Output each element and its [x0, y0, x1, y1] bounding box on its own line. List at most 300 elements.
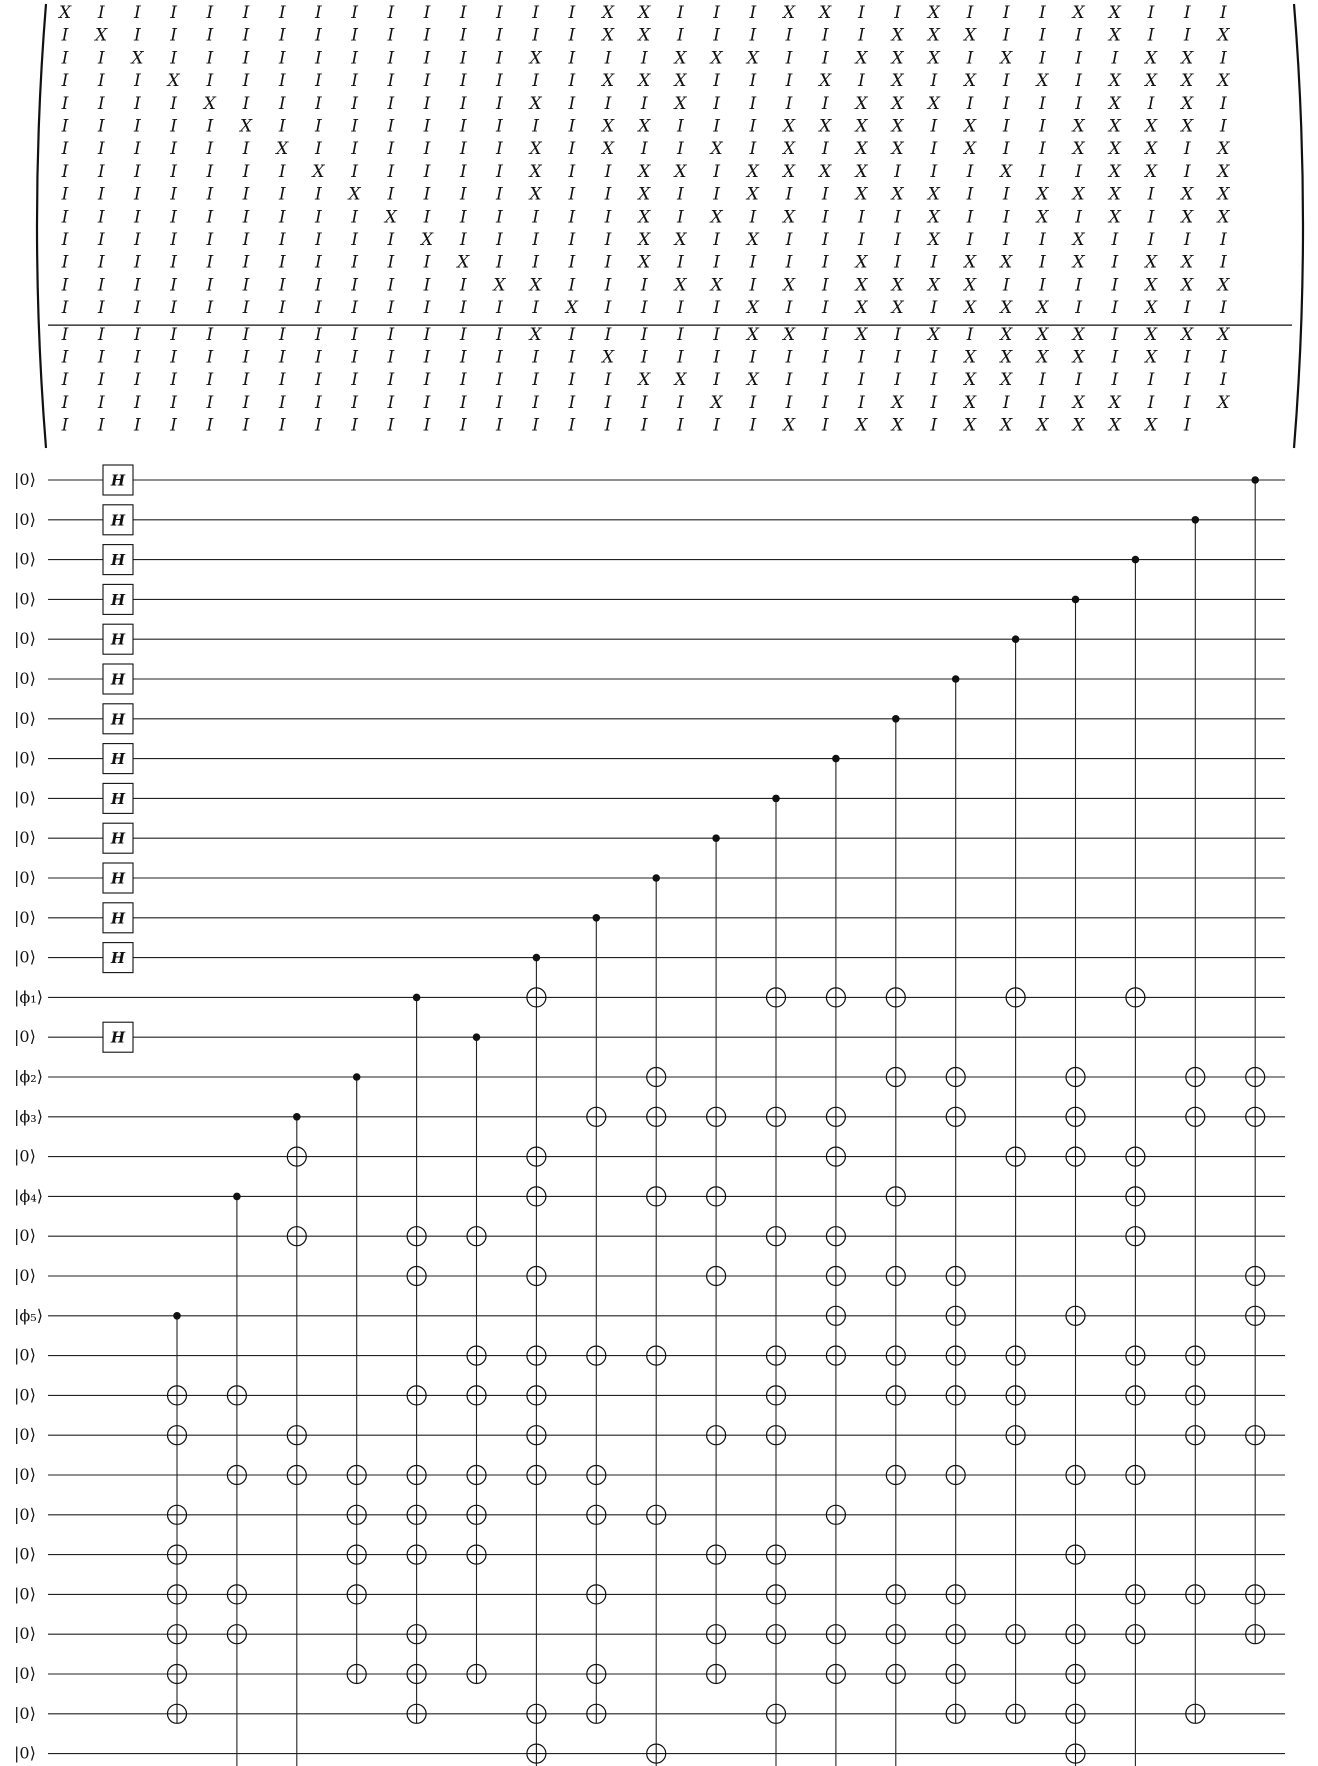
wire-label: |0⟩ [14, 1544, 36, 1564]
matrix-entry: I [785, 370, 793, 391]
hadamard-label: H [110, 551, 126, 570]
matrix-entry: I [242, 370, 250, 391]
matrix-entry: I [1183, 392, 1191, 413]
matrix-entry: I [568, 3, 576, 23]
matrix-entry: I [640, 298, 648, 319]
matrix-entry: I [387, 25, 395, 46]
matrix-entry: X [855, 139, 868, 160]
matrix-entry: I [387, 139, 395, 160]
matrix-entry: I [604, 48, 612, 69]
matrix-entry: X [1217, 324, 1230, 345]
matrix-entry: I [930, 347, 938, 368]
matrix-entry: I [242, 139, 250, 160]
matrix-entry: I [894, 252, 901, 273]
matrix-entry: I [134, 415, 141, 436]
wire-label: |0⟩ [14, 1027, 36, 1047]
matrix-entry: I [170, 116, 177, 137]
matrix-entry: X [1181, 71, 1194, 92]
matrix-entry: I [1039, 230, 1046, 250]
matrix-entry: I [61, 392, 69, 413]
matrix-entry: X [1144, 71, 1158, 92]
matrix-entry: I [351, 139, 358, 160]
matrix-entry: X [1000, 415, 1013, 436]
matrix-entry: I [604, 370, 612, 391]
matrix-entry: I [61, 25, 69, 46]
matrix-entry: I [496, 347, 503, 368]
matrix-entry: I [604, 207, 612, 228]
matrix-entry: I [966, 184, 974, 205]
control-dot [593, 914, 601, 922]
matrix-entry: I [785, 184, 793, 205]
matrix-entry: I [677, 347, 684, 368]
matrix-entry: I [713, 298, 720, 319]
matrix-entry: X [601, 347, 615, 368]
matrix-entry: I [532, 298, 539, 319]
matrix-entry: I [97, 71, 105, 92]
matrix-entry: I [170, 298, 177, 319]
matrix-entry: X [1072, 252, 1085, 273]
matrix-entry: X [1217, 139, 1230, 160]
matrix-entry: X [276, 139, 289, 160]
matrix-entry: I [351, 25, 358, 46]
matrix-entry: X [710, 207, 723, 228]
matrix-entry: I [713, 25, 720, 46]
matrix-entry: X [1108, 116, 1121, 137]
control-dot [233, 1193, 241, 1201]
matrix-entry: I [206, 230, 214, 250]
matrix-entry: I [170, 3, 177, 23]
matrix-entry: I [242, 415, 250, 436]
matrix-entry: I [1147, 392, 1155, 413]
hadamard-label: H [110, 710, 126, 729]
matrix-entry: I [278, 298, 286, 319]
matrix-entry: X [891, 48, 904, 69]
matrix-entry: I [604, 230, 612, 250]
wire-label: |0⟩ [14, 907, 36, 927]
matrix-entry: I [97, 252, 105, 273]
matrix-entry: X [927, 184, 940, 205]
matrix-entry: I [423, 415, 431, 436]
hadamard-label: H [110, 750, 126, 769]
matrix-entry: X [782, 207, 796, 228]
matrix-entry: I [387, 116, 395, 137]
matrix-entry: I [423, 392, 431, 413]
matrix-entry: X [203, 93, 216, 114]
matrix-entry: X [1217, 275, 1230, 296]
matrix-entry: X [855, 252, 868, 273]
matrix-entry: I [387, 298, 395, 319]
matrix-entry: X [674, 161, 687, 182]
matrix-entry: I [821, 93, 829, 114]
matrix-entry: X [891, 392, 904, 413]
matrix-entry: I [351, 370, 358, 391]
matrix-entry: X [891, 25, 904, 46]
matrix-entry: X [746, 230, 759, 250]
matrix-entry: I [677, 139, 684, 160]
matrix-entry: I [423, 370, 431, 391]
matrix-entry: I [1002, 25, 1010, 46]
matrix-entry: X [1108, 139, 1121, 160]
matrix-entry: X [1181, 116, 1194, 137]
matrix-entry: I [1147, 370, 1155, 391]
matrix-entry: X [746, 370, 759, 391]
matrix-entry: I [1075, 207, 1082, 228]
wire-label: |ϕ₁⟩ [14, 987, 43, 1007]
matrix-entry: X [638, 252, 651, 273]
matrix-entry: X [1108, 184, 1121, 205]
matrix-entry: I [315, 139, 322, 160]
matrix-entry: I [677, 415, 684, 436]
matrix-entry: I [97, 161, 105, 182]
matrix-entry: X [891, 139, 904, 160]
matrix-entry: I [1111, 324, 1119, 345]
matrix-entry: I [496, 161, 503, 182]
matrix-entry: I [97, 415, 105, 436]
matrix-entry: I [97, 298, 105, 319]
matrix-entry: X [1036, 415, 1049, 436]
matrix-entry: I [351, 48, 358, 69]
matrix-entry: X [1108, 415, 1121, 436]
matrix-entry: X [1217, 184, 1230, 205]
matrix-entry: I [532, 392, 539, 413]
matrix-entry: X [565, 298, 578, 319]
matrix-entry: I [423, 207, 431, 228]
matrix-entry: I [930, 71, 938, 92]
matrix-entry: I [423, 184, 431, 205]
matrix-entry: I [713, 347, 720, 368]
matrix-entry: I [315, 25, 322, 46]
matrix-entry: I [1039, 3, 1046, 23]
matrix-entry: I [821, 347, 829, 368]
matrix-entry: I [351, 347, 358, 368]
matrix-entry: I [532, 370, 539, 391]
matrix-entry: I [1039, 139, 1046, 160]
matrix-entry: I [677, 207, 684, 228]
matrix-entry: X [1144, 298, 1158, 319]
matrix-entry: I [532, 3, 539, 23]
matrix-entry: I [387, 161, 395, 182]
matrix-entry: I [858, 392, 865, 413]
control-dot [1192, 516, 1200, 524]
matrix-entry: I [387, 184, 395, 205]
matrix-entry: X [710, 275, 723, 296]
matrix-entry: I [387, 252, 395, 273]
matrix-entry: I [170, 415, 177, 436]
stabilizer-matrix [37, 3, 1303, 448]
matrix-entry: I [351, 298, 358, 319]
matrix-entry: I [966, 161, 974, 182]
wire-label: |0⟩ [14, 708, 36, 728]
matrix-entry: I [1183, 3, 1191, 23]
wire-label: |0⟩ [14, 669, 36, 688]
matrix-entry: I [930, 415, 938, 436]
matrix-entry: I [206, 184, 214, 205]
matrix-entry: I [1183, 370, 1191, 391]
matrix-entry: I [459, 347, 467, 368]
matrix-entry: I [134, 275, 141, 296]
matrix-entry: I [713, 161, 720, 182]
matrix-entry: I [278, 184, 286, 205]
matrix-entry: X [1108, 71, 1121, 92]
matrix-entry: I [894, 3, 901, 23]
wire-label: |ϕ₅⟩ [14, 1305, 43, 1325]
matrix-entry: I [351, 275, 358, 296]
matrix-entry: I [387, 370, 395, 391]
matrix-entry: X [1072, 347, 1085, 368]
matrix-entry: I [61, 324, 69, 345]
wire-label: |0⟩ [14, 1624, 36, 1644]
matrix-entry: X [312, 161, 325, 182]
matrix-entry: I [568, 116, 576, 137]
matrix-entry: I [170, 392, 177, 413]
matrix-entry: X [746, 184, 759, 205]
matrix-entry: I [459, 93, 467, 114]
matrix-entry: I [858, 370, 865, 391]
matrix-entry: I [134, 184, 141, 205]
matrix-entry: I [713, 252, 720, 273]
wire-label: |0⟩ [14, 1385, 36, 1405]
matrix-entry: X [927, 93, 940, 114]
matrix-entry: I [423, 25, 431, 46]
matrix-entry: I [568, 161, 576, 182]
matrix-entry: X [1181, 93, 1194, 114]
matrix-entry: I [315, 184, 322, 205]
matrix-entry: X [782, 116, 796, 137]
matrix-entry: I [206, 139, 214, 160]
matrix-entry: I [1039, 392, 1046, 413]
matrix-entry: I [134, 161, 141, 182]
matrix-entry: I [170, 347, 177, 368]
matrix-entry: I [278, 25, 286, 46]
matrix-entry: I [604, 184, 612, 205]
matrix-entry: X [674, 230, 687, 250]
matrix-entry: X [927, 25, 940, 46]
matrix-entry: I [97, 116, 105, 137]
matrix-entry: I [1220, 230, 1227, 250]
matrix-entry: I [1183, 139, 1191, 160]
control-dot [173, 1312, 181, 1320]
matrix-entry: I [532, 415, 539, 436]
matrix-entry: X [927, 207, 940, 228]
matrix-entry: I [858, 207, 865, 228]
matrix-entry: I [387, 230, 395, 250]
matrix-entry: I [459, 71, 467, 92]
matrix-entry: I [568, 93, 576, 114]
matrix-entry: I [387, 347, 395, 368]
control-dot [1072, 596, 1080, 604]
matrix-entry: X [601, 116, 615, 137]
matrix-entry: I [821, 25, 829, 46]
hadamard-label: H [110, 471, 126, 490]
matrix-entry: I [568, 48, 576, 69]
matrix-entry: I [170, 252, 177, 273]
matrix-entry: I [785, 71, 793, 92]
matrix-entry: X [1181, 324, 1194, 345]
matrix-entry: X [963, 392, 977, 413]
matrix-entry: I [278, 71, 286, 92]
matrix-entry: I [242, 71, 250, 92]
matrix-entry: I [1075, 25, 1082, 46]
matrix-entry: X [638, 116, 651, 137]
control-dot [533, 954, 541, 962]
matrix-entry: X [891, 71, 904, 92]
matrix-entry: I [677, 3, 684, 23]
wire-label: |0⟩ [14, 1345, 36, 1365]
matrix-right-parenthesis [1294, 4, 1303, 448]
matrix-entry: X [674, 275, 687, 296]
matrix-entry: I [206, 252, 214, 273]
matrix-entry: X [819, 161, 832, 182]
matrix-entry: I [206, 3, 214, 23]
wire-label: |0⟩ [14, 828, 36, 848]
matrix-entry: I [785, 93, 793, 114]
matrix-entry: I [242, 25, 250, 46]
matrix-entry: I [785, 252, 793, 273]
matrix-entry: I [459, 139, 467, 160]
matrix-entry: I [749, 392, 757, 413]
matrix-entry: I [278, 370, 286, 391]
matrix-entry: X [1072, 230, 1085, 250]
matrix-entry: I [604, 324, 612, 345]
matrix-entry: X [855, 298, 868, 319]
matrix-entry: X [855, 93, 868, 114]
matrix-entry: I [496, 139, 503, 160]
wire-label: |0⟩ [14, 1146, 36, 1166]
matrix-entry: I [459, 48, 467, 69]
matrix-entry: I [134, 207, 141, 228]
matrix-entry: I [1002, 184, 1010, 205]
matrix-entry: X [1108, 25, 1121, 46]
matrix-entry: X [1072, 324, 1085, 345]
matrix-entry: I [785, 347, 793, 368]
matrix-entry: I [134, 139, 141, 160]
hadamard-label: H [110, 630, 126, 649]
matrix-entry: I [930, 252, 938, 273]
matrix-entry: I [532, 116, 539, 137]
matrix-entry: I [242, 161, 250, 182]
matrix-entry: I [242, 298, 250, 319]
matrix-entry: X [638, 161, 651, 182]
matrix-entry: I [170, 25, 177, 46]
control-dot [1012, 635, 1020, 643]
matrix-entry: I [785, 392, 793, 413]
matrix-entry: X [855, 116, 868, 137]
quantum-circuit [14, 465, 1285, 1766]
control-dot [1251, 476, 1259, 484]
matrix-entry: X [1108, 93, 1121, 114]
matrix-entry: I [206, 71, 214, 92]
matrix-entry: I [532, 230, 539, 250]
matrix-entry: I [459, 230, 467, 250]
wire-label: |0⟩ [14, 1584, 36, 1604]
matrix-entry: I [278, 275, 286, 296]
matrix-entry: I [894, 161, 901, 182]
matrix-entry: I [387, 324, 395, 345]
matrix-entry: I [315, 347, 322, 368]
matrix-entry: I [532, 252, 539, 273]
matrix-entry: I [640, 93, 648, 114]
matrix-entry: I [821, 275, 829, 296]
matrix-entry: X [1036, 298, 1049, 319]
matrix-entry: I [97, 347, 105, 368]
matrix-entry: X [927, 324, 940, 345]
matrix-entry: I [496, 93, 503, 114]
matrix-entry: I [97, 93, 105, 114]
matrix-entry: I [677, 116, 684, 137]
matrix-entry: I [568, 25, 576, 46]
matrix-entry: I [1183, 298, 1191, 319]
matrix-entry: I [785, 298, 793, 319]
control-dot [832, 755, 840, 763]
matrix-entry: I [1039, 93, 1046, 114]
matrix-entry: X [963, 25, 977, 46]
matrix-entry: I [1220, 347, 1227, 368]
matrix-entry: I [496, 48, 503, 69]
matrix-entry: I [423, 139, 431, 160]
matrix-entry: I [858, 25, 865, 46]
matrix-entry: I [242, 252, 250, 273]
matrix-entry: I [785, 25, 793, 46]
matrix-entry: X [1217, 25, 1230, 46]
matrix-entry: I [315, 3, 322, 23]
matrix-entry: I [134, 93, 141, 114]
matrix-entry: X [855, 275, 868, 296]
matrix-entry: I [930, 370, 938, 391]
matrix-entry: I [387, 48, 395, 69]
matrix-entry: X [638, 184, 651, 205]
matrix-entry: X [529, 139, 542, 160]
control-dot [952, 675, 960, 683]
wire-label: |0⟩ [14, 470, 36, 489]
matrix-entry: I [351, 161, 358, 182]
matrix-entry: X [457, 252, 470, 273]
matrix-entry: I [170, 275, 177, 296]
matrix-entry: I [749, 347, 757, 368]
matrix-entry: I [134, 370, 141, 391]
matrix-entry: I [532, 71, 539, 92]
hadamard-label: H [110, 909, 126, 928]
matrix-entry: X [746, 298, 759, 319]
matrix-entry: I [1039, 275, 1046, 296]
matrix-entry: X [782, 3, 796, 23]
matrix-entry: X [1108, 207, 1121, 228]
matrix-entry: I [351, 93, 358, 114]
matrix-entry: I [640, 324, 648, 345]
matrix-entry: I [278, 252, 286, 273]
wire-label: |0⟩ [14, 1743, 36, 1763]
matrix-entry: X [1181, 48, 1194, 69]
matrix-entry: I [206, 207, 214, 228]
matrix-entry: I [206, 347, 214, 368]
matrix-entry: X [1144, 48, 1158, 69]
wire-label: |0⟩ [14, 748, 36, 768]
matrix-entry: I [206, 275, 214, 296]
matrix-entry: I [170, 161, 177, 182]
matrix-entry: I [351, 116, 358, 137]
matrix-entry: I [1002, 139, 1010, 160]
matrix-entry: X [529, 324, 542, 345]
matrix-entry: I [1220, 48, 1227, 69]
matrix-entry: I [459, 415, 467, 436]
matrix-entry: I [315, 230, 322, 250]
matrix-entry: I [170, 93, 177, 114]
matrix-entry: X [1036, 207, 1049, 228]
matrix-entry: X [1108, 3, 1121, 23]
matrix-entry: I [206, 415, 214, 436]
wire-label: |0⟩ [14, 1703, 36, 1723]
matrix-entry: I [170, 184, 177, 205]
matrix-entry: I [749, 71, 757, 92]
